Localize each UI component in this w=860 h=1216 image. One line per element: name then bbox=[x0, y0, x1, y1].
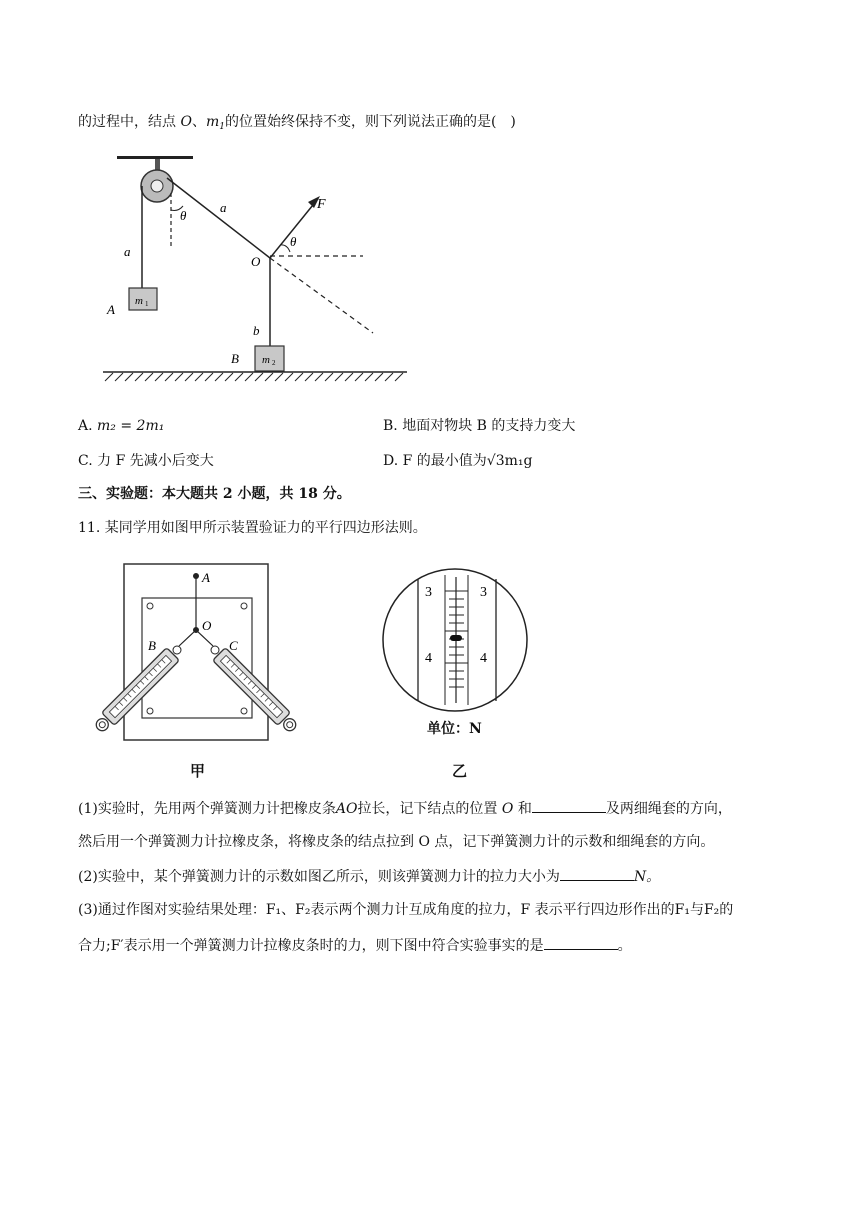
q10-stem-point-o: O bbox=[180, 114, 192, 130]
part1-text-c: 和 bbox=[517, 801, 532, 817]
q11-stem: 11. 某同学用如图甲所示装置验证力的平行四边形法则。 bbox=[78, 520, 427, 536]
part3-period: 。 bbox=[617, 938, 632, 954]
label-m2: m bbox=[262, 354, 270, 366]
tick-4-right: 4 bbox=[480, 651, 487, 666]
o-dashed-diagonal bbox=[270, 258, 373, 333]
tick-4-left: 4 bbox=[425, 651, 432, 666]
part1-o: O bbox=[501, 801, 514, 817]
option-c-text: C. 力 F 先减小后变大 bbox=[78, 453, 214, 469]
section-heading: 三、实验题：本大题共 2 小题，共 18 分。 bbox=[78, 486, 351, 502]
unit-label: 单位：N bbox=[427, 721, 482, 737]
q11-part1-line2: 然后用一个弹簧测力计拉橡皮条，将橡皮条的结点拉到 O 点，记下弹簧测力计的示数和细绳套的方向。 bbox=[78, 834, 715, 850]
part1-ao: AO bbox=[335, 801, 358, 817]
ground-hatching bbox=[105, 373, 403, 381]
q10-stem-separator: 、 bbox=[191, 114, 206, 130]
block-m1 bbox=[129, 288, 157, 310]
part2-answer-blank[interactable] bbox=[560, 866, 634, 881]
label-f: F bbox=[317, 197, 326, 212]
scale-pointer bbox=[450, 635, 462, 641]
option-a-prefix: A. bbox=[78, 418, 93, 434]
q11-part2 bbox=[78, 866, 660, 887]
part3-answer-blank[interactable] bbox=[544, 935, 618, 950]
caption-yi: 乙 bbox=[452, 762, 468, 780]
q10-stem-mass-sub: 1 bbox=[219, 122, 225, 132]
q11-figure-jia bbox=[95, 558, 305, 753]
part1-answer-blank[interactable] bbox=[532, 798, 606, 813]
option-d-text: D. F 的最小值为√3m₁g bbox=[383, 453, 533, 469]
fig-jia-label-o: O bbox=[202, 618, 212, 633]
part2-text: (2)实验中，某个弹簧测力计的示数如图乙所示，则该弹簧测力计的拉力大小为 bbox=[78, 869, 560, 885]
option-a-text: m₂ = 2m₁ bbox=[97, 418, 165, 434]
option-b-text: B. 地面对物块 B 的支持力变大 bbox=[383, 418, 576, 434]
q11-part3-line1: (3)通过作图对实验结果处理：F₁、F₂表示两个测力计互成角度的拉力，F 表示平行四边形作出的F₁与F₂的 bbox=[78, 902, 734, 918]
part2-unit: N。 bbox=[633, 869, 661, 885]
q10-pulley-figure bbox=[95, 148, 415, 388]
part3-text: 合力;F′表示用一个弹簧测力计拉橡皮条时的力，则下图中符合实验事实的是 bbox=[78, 938, 544, 954]
theta-arc-2 bbox=[280, 245, 290, 252]
pulley-axle bbox=[151, 180, 163, 192]
option-a[interactable] bbox=[78, 416, 164, 436]
option-d[interactable] bbox=[383, 451, 532, 471]
tick-3-left: 3 bbox=[425, 585, 432, 600]
fig-jia-label-b: B bbox=[148, 638, 156, 653]
label-m1: m bbox=[135, 295, 143, 307]
label-theta-2: θ bbox=[290, 234, 297, 249]
label-m2-sub: 2 bbox=[272, 359, 276, 367]
q10-stem-text-b: 的位置始终保持不变，则下列说法正确的是( ) bbox=[224, 114, 516, 130]
q10-stem-text-a: 的过程中，结点 bbox=[78, 114, 176, 130]
tick-3-right: 3 bbox=[480, 585, 487, 600]
label-B: B bbox=[231, 351, 239, 366]
q11-part3-line2 bbox=[78, 935, 632, 956]
q10-stem-mass: m bbox=[205, 114, 220, 130]
fig-jia-label-a: A bbox=[202, 570, 210, 585]
label-m1-sub: 1 bbox=[145, 300, 149, 308]
ceiling-bar bbox=[117, 156, 193, 159]
option-b[interactable] bbox=[383, 416, 575, 436]
label-a-top: a bbox=[220, 200, 227, 215]
label-a-left: a bbox=[124, 244, 131, 259]
q11-part1-line1 bbox=[78, 798, 732, 819]
caption-jia: 甲 bbox=[190, 762, 206, 780]
part1-text-a: (1)实验时，先用两个弹簧测力计把橡皮条 bbox=[78, 801, 336, 817]
label-b: b bbox=[253, 323, 260, 338]
part1-text-d: 及两细绳套的方向， bbox=[605, 801, 732, 817]
part1-text-b: 拉长，记下结点的位置 bbox=[357, 801, 498, 817]
fig-jia-label-c: C bbox=[229, 638, 238, 653]
label-A: A bbox=[107, 302, 115, 317]
q11-figure-yi bbox=[378, 565, 528, 715]
label-theta-1: θ bbox=[180, 208, 187, 223]
label-o: O bbox=[251, 254, 261, 269]
q10-stem bbox=[78, 112, 516, 132]
force-f-line bbox=[270, 200, 317, 258]
option-c[interactable] bbox=[78, 451, 214, 471]
